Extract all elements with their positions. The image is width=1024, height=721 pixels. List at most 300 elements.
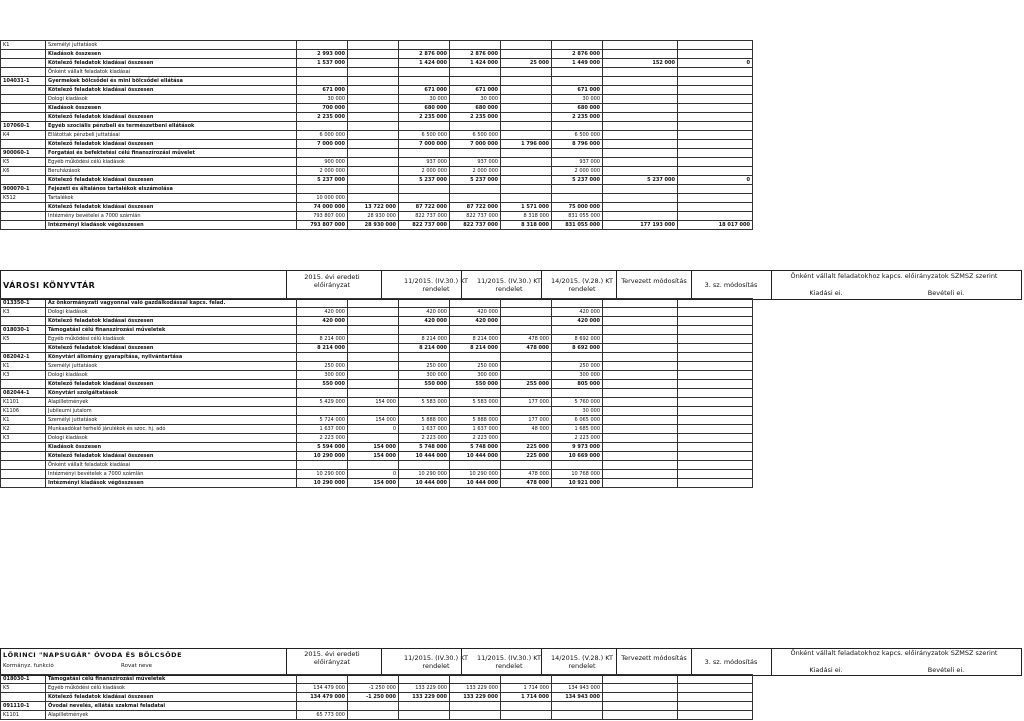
cell-value: 420 000 xyxy=(450,308,501,317)
cell-code: 018030-1 xyxy=(1,675,46,684)
table-row xyxy=(1,203,753,212)
cell-value xyxy=(348,149,399,158)
cell-value xyxy=(450,149,501,158)
cell-value xyxy=(678,212,753,221)
cell-value xyxy=(501,167,552,176)
cell-value: 2 235 000 xyxy=(552,113,603,122)
table-row xyxy=(1,693,753,702)
cell-value: 133 229 000 xyxy=(399,693,450,702)
table-row xyxy=(1,443,753,452)
col-head-c5-ovoda: Tervezett módosítás xyxy=(621,654,687,662)
cell-value: 10 444 000 xyxy=(399,479,450,488)
cell-value xyxy=(678,479,753,488)
cell-name: Beruházások xyxy=(46,167,297,176)
cell-value xyxy=(501,389,552,398)
cell-value xyxy=(348,167,399,176)
cell-value xyxy=(603,77,678,86)
cell-value xyxy=(348,140,399,149)
cell-value xyxy=(678,702,753,711)
cell-value: 6 000 000 xyxy=(297,131,348,140)
cell-value xyxy=(297,326,348,335)
cell-value: 805 000 xyxy=(552,380,603,389)
cell-value xyxy=(603,95,678,104)
cell-value xyxy=(348,675,399,684)
cell-value xyxy=(450,185,501,194)
cell-value xyxy=(348,95,399,104)
cell-value xyxy=(678,203,753,212)
cell-value xyxy=(678,317,753,326)
cell-value xyxy=(348,77,399,86)
cell-value xyxy=(678,389,753,398)
cell-code xyxy=(1,212,46,221)
cell-value xyxy=(348,299,399,308)
cell-value: 10 444 000 xyxy=(450,452,501,461)
cell-value: 793 807 000 xyxy=(297,221,348,230)
cell-value: 10 921 000 xyxy=(552,479,603,488)
cell-value: 2 235 000 xyxy=(297,113,348,122)
table-row xyxy=(1,711,753,720)
cell-value xyxy=(297,461,348,470)
cell-code: K1101 xyxy=(1,711,46,720)
cell-value: 300 000 xyxy=(297,371,348,380)
cell-value: 6 500 000 xyxy=(552,131,603,140)
cell-value: 8 692 000 xyxy=(552,335,603,344)
cell-code: 107060-1 xyxy=(1,122,46,131)
top-table xyxy=(0,40,753,230)
col-head-c7a: Kiadási ei. xyxy=(809,289,843,297)
table-row xyxy=(1,416,753,425)
cell-value xyxy=(603,194,678,203)
cell-code xyxy=(1,104,46,113)
cell-value: 134 943 000 xyxy=(552,693,603,702)
cell-code: 013350-1 xyxy=(1,299,46,308)
cell-value: 87 722 000 xyxy=(450,203,501,212)
cell-value: 10 000 000 xyxy=(297,194,348,203)
cell-value xyxy=(552,461,603,470)
cell-value: 420 000 xyxy=(399,317,450,326)
cell-value xyxy=(603,140,678,149)
cell-value: 133 229 000 xyxy=(450,684,501,693)
cell-code: K3 xyxy=(1,308,46,317)
cell-value: 5 888 000 xyxy=(399,416,450,425)
cell-value: 5 583 000 xyxy=(399,398,450,407)
cell-value xyxy=(552,68,603,77)
cell-value: 478 000 xyxy=(501,479,552,488)
cell-value xyxy=(552,326,603,335)
cell-value xyxy=(603,380,678,389)
cell-code: 082042-1 xyxy=(1,353,46,362)
section-title-vk: VÁROSI KÖNYVTÁR xyxy=(3,281,96,290)
cell-value: 2 876 000 xyxy=(450,50,501,59)
cell-value xyxy=(450,702,501,711)
cell-value xyxy=(450,407,501,416)
cell-value xyxy=(348,194,399,203)
cell-value xyxy=(348,176,399,185)
cell-value xyxy=(501,68,552,77)
cell-code: K5 xyxy=(1,158,46,167)
cell-value xyxy=(348,407,399,416)
col-head-c7a-ovoda: Kiadási ei. xyxy=(809,666,843,674)
cell-value: 6 500 000 xyxy=(450,131,501,140)
cell-value xyxy=(603,86,678,95)
cell-code xyxy=(1,461,46,470)
cell-value xyxy=(603,416,678,425)
cell-value: 0 xyxy=(678,59,753,68)
cell-value xyxy=(450,41,501,50)
cell-code xyxy=(1,140,46,149)
col-head-c6: 3. sz. módosítás xyxy=(704,281,758,289)
cell-value: 420 000 xyxy=(552,317,603,326)
table-row xyxy=(1,407,753,416)
cell-value xyxy=(603,434,678,443)
cell-code: K1101 xyxy=(1,398,46,407)
cell-value: 700 000 xyxy=(297,104,348,113)
cell-value xyxy=(678,353,753,362)
cell-value xyxy=(603,185,678,194)
cell-value: 671 000 xyxy=(399,86,450,95)
cell-value xyxy=(297,122,348,131)
cell-value xyxy=(348,344,399,353)
cell-name: Támogatási célú finanszírozási műveletek xyxy=(46,675,297,684)
table-row xyxy=(1,461,753,470)
cell-value xyxy=(399,702,450,711)
cell-value xyxy=(678,308,753,317)
cell-value xyxy=(603,41,678,50)
cell-code xyxy=(1,443,46,452)
cell-value xyxy=(399,41,450,50)
cell-value xyxy=(348,461,399,470)
cell-value xyxy=(501,326,552,335)
cell-value: 680 000 xyxy=(399,104,450,113)
cell-value: 2 000 000 xyxy=(297,167,348,176)
cell-value xyxy=(603,353,678,362)
table-row xyxy=(1,149,753,158)
table-row xyxy=(1,194,753,203)
table-row xyxy=(1,308,753,317)
table-row xyxy=(1,221,753,230)
cell-value: 300 000 xyxy=(450,371,501,380)
cell-value: 0 xyxy=(348,425,399,434)
table-row xyxy=(1,389,753,398)
cell-value xyxy=(603,389,678,398)
cell-code: 104031-1 xyxy=(1,77,46,86)
cell-value xyxy=(678,149,753,158)
cell-name: Kötelező feladatok kiadásai összesen xyxy=(46,693,297,702)
cell-value: 154 000 xyxy=(348,452,399,461)
cell-value: 6 065 000 xyxy=(552,416,603,425)
cell-name: Kötelező feladatok kiadásai összesen xyxy=(46,86,297,95)
cell-value xyxy=(603,317,678,326)
cell-value xyxy=(678,77,753,86)
cell-code xyxy=(1,50,46,59)
cell-value xyxy=(678,344,753,353)
cell-value: 7 000 000 xyxy=(297,140,348,149)
cell-value: 1 449 000 xyxy=(552,59,603,68)
table-row xyxy=(1,675,753,684)
cell-value xyxy=(501,362,552,371)
table-row xyxy=(1,176,753,185)
cell-value: 831 055 000 xyxy=(552,221,603,230)
cell-name: Kötelező feladatok kiadásai összesen xyxy=(46,176,297,185)
cell-value: 671 000 xyxy=(297,86,348,95)
cell-value xyxy=(678,362,753,371)
cell-name: Óvodai nevelés, ellátás szakmai feladatai xyxy=(46,702,297,711)
cell-value xyxy=(501,104,552,113)
cell-value xyxy=(678,470,753,479)
cell-name: Intézményi bevételek a 7000 számlán xyxy=(46,470,297,479)
cell-name: Intézményi kiadások végösszesen xyxy=(46,479,297,488)
table-row xyxy=(1,353,753,362)
cell-value xyxy=(297,299,348,308)
cell-value xyxy=(297,702,348,711)
cell-code xyxy=(1,344,46,353)
cell-value: 177 000 xyxy=(501,398,552,407)
cell-code: K512 xyxy=(1,194,46,203)
col-head-c7b-ovoda: Bevételi ei. xyxy=(927,666,965,674)
cell-value: 420 000 xyxy=(297,317,348,326)
cell-value: 65 773 000 xyxy=(297,711,348,720)
cell-value: 1 637 000 xyxy=(399,425,450,434)
cell-value: 154 000 xyxy=(348,479,399,488)
table-row xyxy=(1,434,753,443)
cell-value: 48 000 xyxy=(501,425,552,434)
cell-value xyxy=(501,371,552,380)
cell-value xyxy=(603,684,678,693)
cell-name: Dologi kiadások xyxy=(46,308,297,317)
cell-value: 5 748 000 xyxy=(450,443,501,452)
cell-value xyxy=(501,113,552,122)
ovoda-table xyxy=(0,674,753,720)
cell-code: K1 xyxy=(1,416,46,425)
cell-name: Egyéb működési célú kiadások xyxy=(46,335,297,344)
col-head-code-ovoda: Kormányz. funkció xyxy=(3,663,54,669)
cell-value: 900 000 xyxy=(297,158,348,167)
cell-value: 0 xyxy=(678,176,753,185)
cell-value xyxy=(348,158,399,167)
cell-value xyxy=(678,113,753,122)
cell-value xyxy=(348,434,399,443)
cell-value xyxy=(450,353,501,362)
cell-value xyxy=(450,461,501,470)
cell-value: 18 017 000 xyxy=(678,221,753,230)
cell-value xyxy=(399,461,450,470)
cell-value xyxy=(552,149,603,158)
cell-value: 822 737 000 xyxy=(399,212,450,221)
table-row xyxy=(1,335,753,344)
table-row xyxy=(1,185,753,194)
cell-value xyxy=(678,158,753,167)
cell-value: 2 876 000 xyxy=(552,50,603,59)
table-row xyxy=(1,122,753,131)
cell-value: 250 000 xyxy=(297,362,348,371)
cell-code: K3 xyxy=(1,434,46,443)
cell-value xyxy=(603,470,678,479)
cell-value xyxy=(678,407,753,416)
cell-value xyxy=(501,461,552,470)
cell-value: 5 760 000 xyxy=(552,398,603,407)
col-head-c6-ovoda: 3. sz. módosítás xyxy=(704,658,758,666)
table-row xyxy=(1,380,753,389)
cell-value: 30 000 xyxy=(450,95,501,104)
cell-value: 550 000 xyxy=(297,380,348,389)
cell-name: Kiadások összesen xyxy=(46,104,297,113)
cell-value: 30 000 xyxy=(552,95,603,104)
cell-value: 2 876 000 xyxy=(399,50,450,59)
cell-value xyxy=(501,41,552,50)
cell-name: Egyéb működési célú kiadások xyxy=(46,158,297,167)
cell-value: 478 000 xyxy=(501,335,552,344)
cell-value: 2 223 000 xyxy=(552,434,603,443)
cell-value xyxy=(501,176,552,185)
cell-value xyxy=(297,675,348,684)
cell-value xyxy=(678,122,753,131)
cell-value xyxy=(348,308,399,317)
cell-value: 5 724 000 xyxy=(297,416,348,425)
cell-name: Könyvtári szolgáltatások xyxy=(46,389,297,398)
cell-value xyxy=(603,299,678,308)
cell-value: 937 000 xyxy=(399,158,450,167)
cell-value: 30 000 xyxy=(552,407,603,416)
cell-value: 133 229 000 xyxy=(450,693,501,702)
cell-code xyxy=(1,203,46,212)
cell-value: 2 000 000 xyxy=(450,167,501,176)
cell-value xyxy=(348,50,399,59)
cell-value xyxy=(552,702,603,711)
cell-value xyxy=(501,185,552,194)
table-row xyxy=(1,479,753,488)
cell-value: 420 000 xyxy=(552,308,603,317)
cell-value: 28 930 000 xyxy=(348,221,399,230)
col-head-c7: Önként vállalt feladatokhoz kapcs. előirányzatok SZMSZ szerint xyxy=(790,272,998,280)
cell-value: 7 000 000 xyxy=(450,140,501,149)
cell-value: 8 692 000 xyxy=(552,344,603,353)
table-row xyxy=(1,317,753,326)
table-row xyxy=(1,299,753,308)
cell-value: 1 637 000 xyxy=(450,425,501,434)
cell-value xyxy=(678,140,753,149)
cell-value: 5 237 000 xyxy=(603,176,678,185)
cell-value xyxy=(678,326,753,335)
cell-value xyxy=(501,407,552,416)
cell-value xyxy=(501,194,552,203)
cell-value: 550 000 xyxy=(399,380,450,389)
cell-value: 2 223 000 xyxy=(399,434,450,443)
cell-value xyxy=(678,335,753,344)
cell-value: 10 290 000 xyxy=(399,470,450,479)
col-head-c7-ovoda: Önként vállalt feladatokhoz kapcs. előirányzatok SZMSZ szerint xyxy=(790,649,998,657)
cell-value xyxy=(678,194,753,203)
cell-value: -1 250 000 xyxy=(348,684,399,693)
cell-value: 2 235 000 xyxy=(399,113,450,122)
cell-value: 300 000 xyxy=(399,371,450,380)
cell-value: 420 000 xyxy=(297,308,348,317)
cell-name: Gyermekek bölcsődei és mini bölcsődei ellátása xyxy=(46,77,297,86)
cell-value xyxy=(678,68,753,77)
cell-value: 822 737 000 xyxy=(450,212,501,221)
cell-value xyxy=(678,443,753,452)
cell-code: K1 xyxy=(1,362,46,371)
cell-value xyxy=(678,711,753,720)
cell-name: Egyéb működési célú kiadások xyxy=(46,684,297,693)
cell-value xyxy=(603,443,678,452)
cell-value xyxy=(552,122,603,131)
cell-value: 10 290 000 xyxy=(297,452,348,461)
cell-code: 900070-1 xyxy=(1,185,46,194)
cell-code xyxy=(1,693,46,702)
cell-value: 154 000 xyxy=(348,416,399,425)
cell-name: Kötelező feladatok kiadásai összesen xyxy=(46,140,297,149)
cell-name: Fejezeti és általános tartalékok elszámolása xyxy=(46,185,297,194)
table-row xyxy=(1,344,753,353)
cell-value xyxy=(552,77,603,86)
cell-code xyxy=(1,86,46,95)
cell-name: Személyi juttatások xyxy=(46,416,297,425)
cell-value xyxy=(450,326,501,335)
cell-value xyxy=(450,122,501,131)
cell-code: K4 xyxy=(1,131,46,140)
cell-value xyxy=(297,185,348,194)
table-row xyxy=(1,59,753,68)
cell-code: 082044-1 xyxy=(1,389,46,398)
cell-value xyxy=(297,407,348,416)
cell-value: 300 000 xyxy=(552,371,603,380)
cell-value xyxy=(348,353,399,362)
col-head-c4: 14/2015. (V.28.) KT rendelet xyxy=(550,277,613,293)
cell-value: 478 000 xyxy=(501,344,552,353)
cell-code xyxy=(1,479,46,488)
table-row xyxy=(1,140,753,149)
cell-value: 8 214 000 xyxy=(399,344,450,353)
cell-value xyxy=(552,299,603,308)
cell-value: 937 000 xyxy=(552,158,603,167)
cell-value: 831 055 000 xyxy=(552,212,603,221)
cell-value xyxy=(297,389,348,398)
cell-value xyxy=(399,353,450,362)
cell-value xyxy=(552,353,603,362)
cell-value xyxy=(603,675,678,684)
table-row xyxy=(1,158,753,167)
col-head-c3: 11/2015. (IV.30.) KT rendelet xyxy=(477,277,541,293)
cell-value xyxy=(501,86,552,95)
col-head-c2: 11/2015. (IV.30.) KT rendelet xyxy=(404,277,468,293)
cell-value: 133 229 000 xyxy=(399,684,450,693)
cell-value xyxy=(603,308,678,317)
cell-name: Kötelező feladatok kiadásai összesen xyxy=(46,59,297,68)
cell-name: Kötelező feladatok kiadásai összesen xyxy=(46,344,297,353)
cell-name: Munkaadókat terhelő járulékok és szoc. hj. adó xyxy=(46,425,297,434)
cell-value xyxy=(603,461,678,470)
cell-value: 75 000 000 xyxy=(552,203,603,212)
cell-value xyxy=(348,86,399,95)
cell-name: Kötelező feladatok kiadásai összesen xyxy=(46,317,297,326)
cell-value: 8 318 000 xyxy=(501,212,552,221)
table-row xyxy=(1,425,753,434)
cell-value: 10 768 000 xyxy=(552,470,603,479)
cell-value: 420 000 xyxy=(399,308,450,317)
cell-value xyxy=(552,675,603,684)
cell-value xyxy=(678,86,753,95)
cell-value xyxy=(501,131,552,140)
cell-value xyxy=(603,131,678,140)
cell-name: Kötelező feladatok kiadásai összesen xyxy=(46,380,297,389)
cell-value: 225 000 xyxy=(501,443,552,452)
cell-code: 018030-1 xyxy=(1,326,46,335)
cell-value: 74 000 000 xyxy=(297,203,348,212)
section-title-ovoda: LŐRINCI "NAPSUGÁR" ÓVODA ÉS BÖLCSŐDE xyxy=(3,651,183,659)
cell-value xyxy=(348,185,399,194)
cell-value: 671 000 xyxy=(552,86,603,95)
cell-value: 7 000 000 xyxy=(399,140,450,149)
